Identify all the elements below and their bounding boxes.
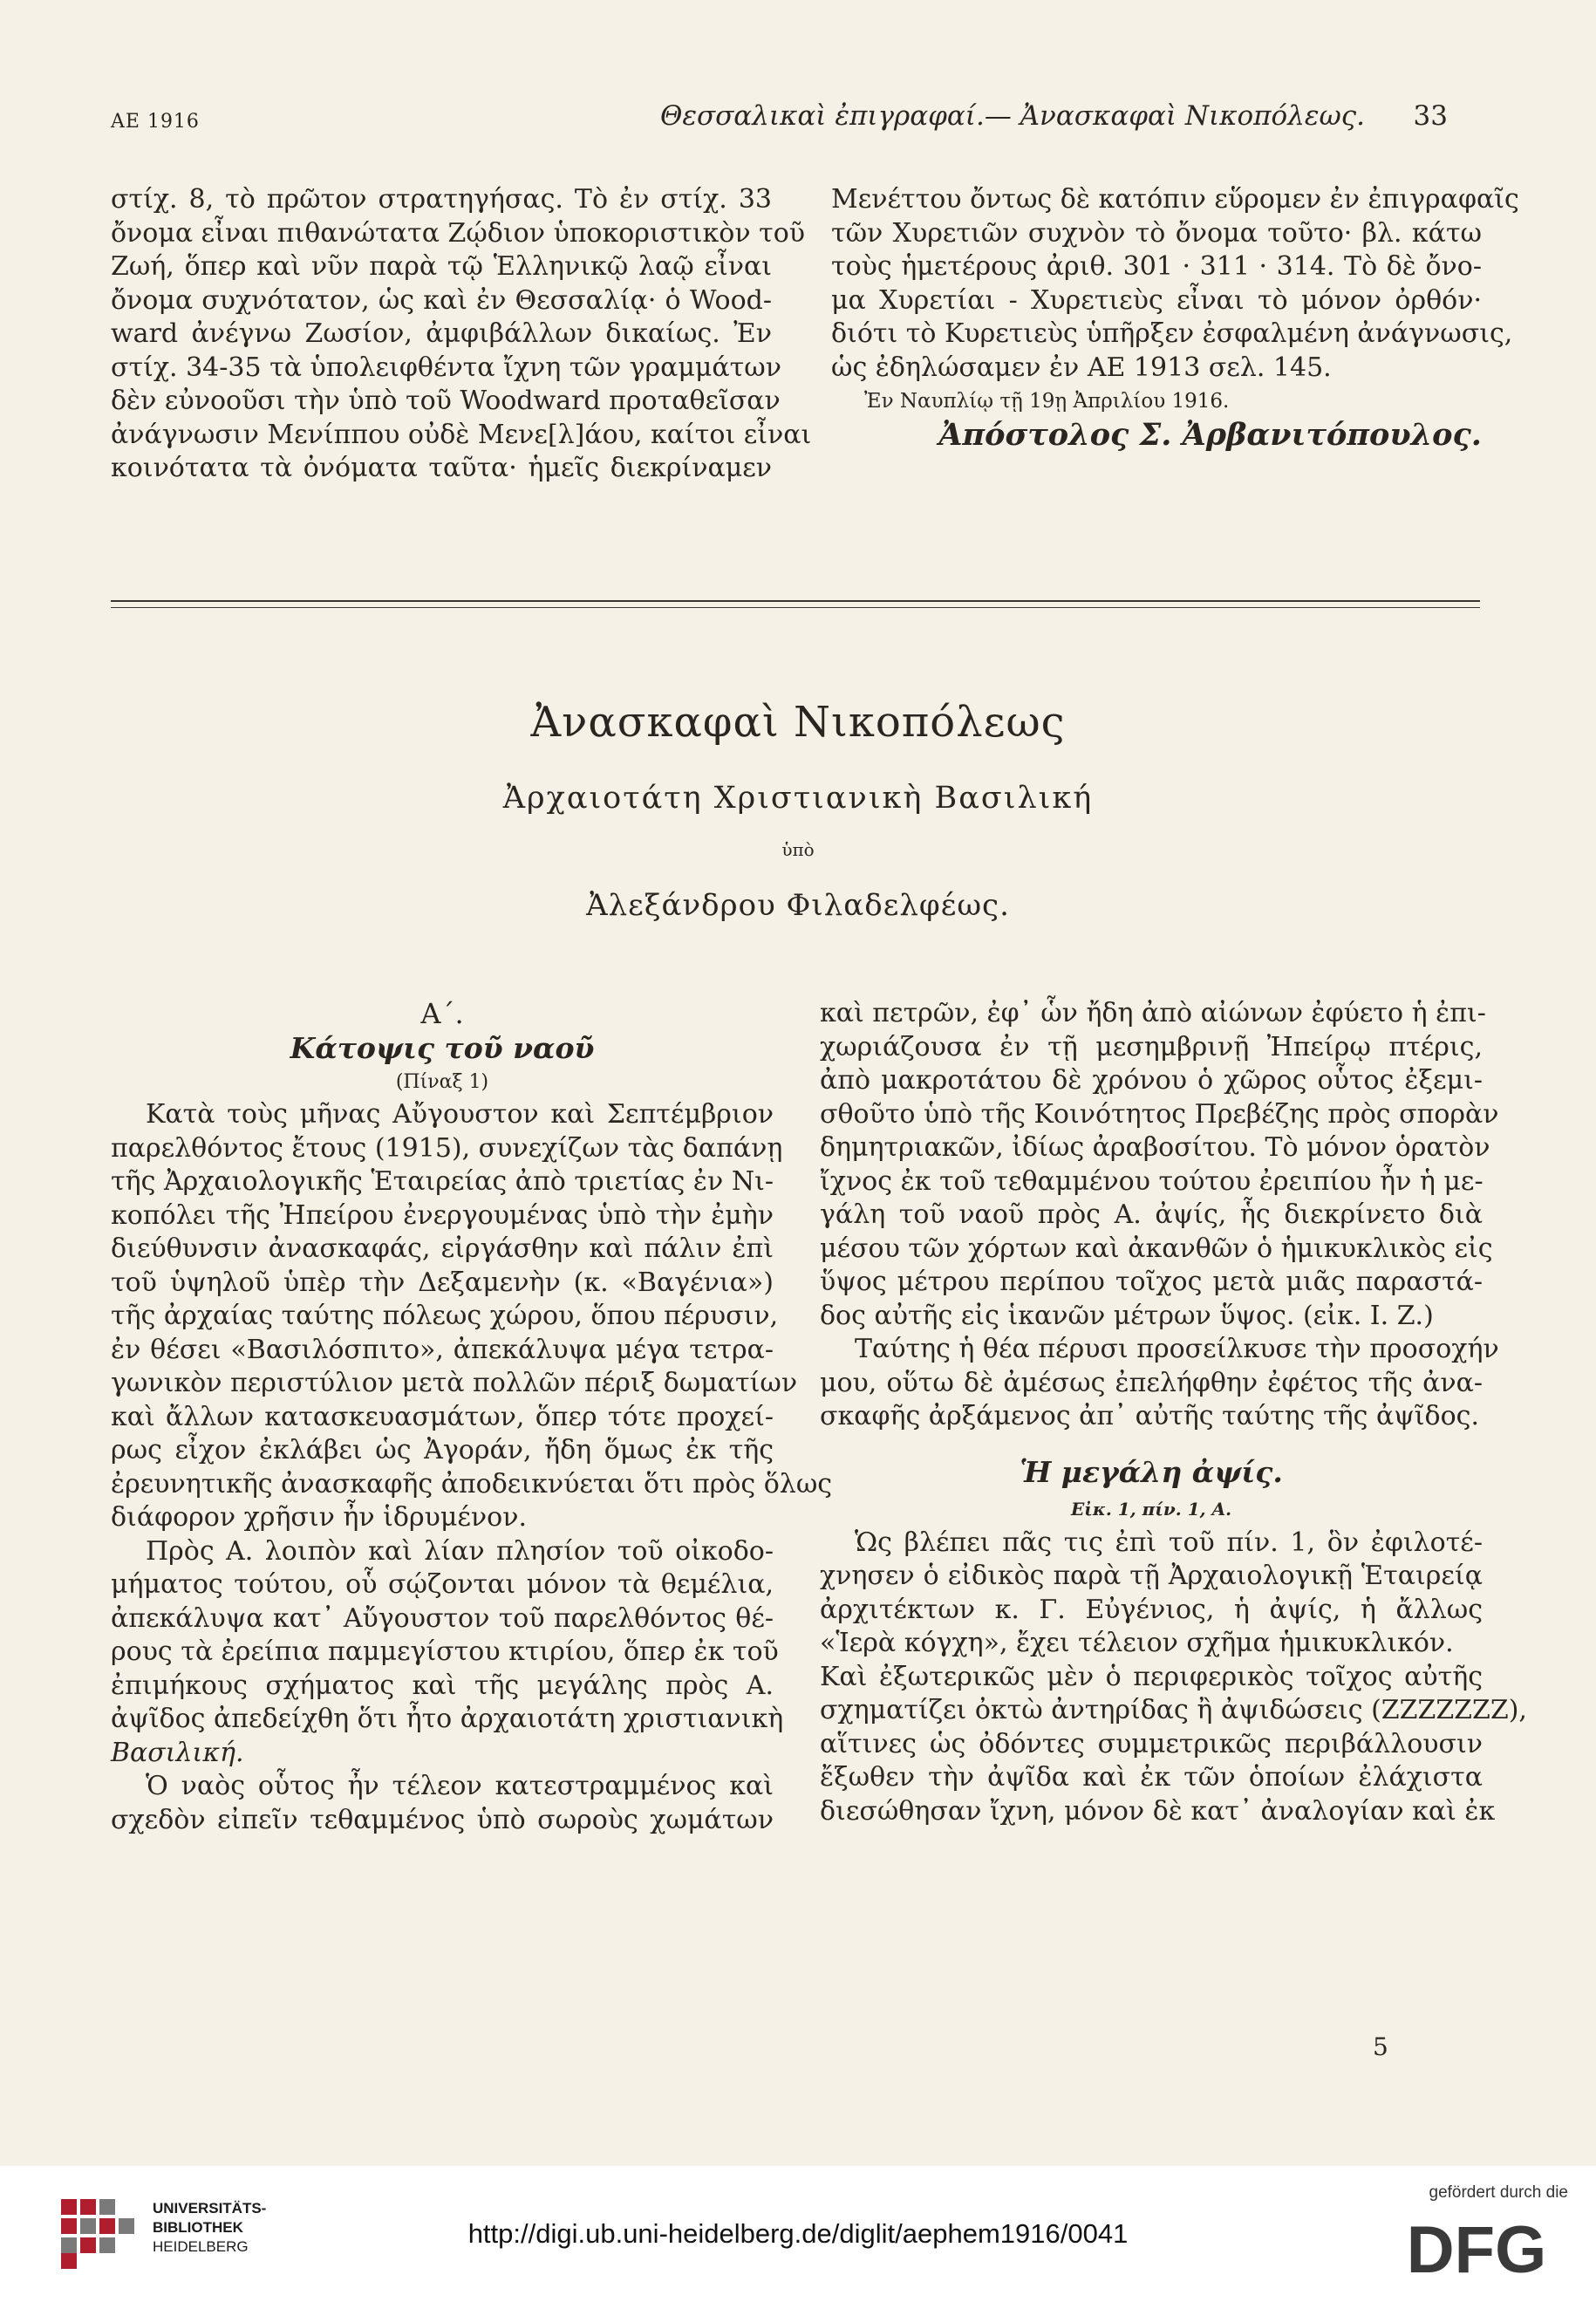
- text-line: διεσώθησαν ἴχνη, μόνον δὲ κατ᾽ ἀναλογίαν καὶ ἐκ: [820, 1795, 1496, 1827]
- text-line: γάλη τοῦ ναοῦ πρὸς Α. ἀψίς, ἧς διεκρίνετο διὰ: [820, 1199, 1483, 1230]
- paragraph: [111, 183, 812, 486]
- text-line: δος αὐτῆς εἰς ἱκανῶν μέτρων ὕψος. (εἰκ. Ι. Ζ.): [820, 1300, 1434, 1331]
- text-line: ρως εἶχον ἐκλάβει ὡς Ἀγοράν, ἤδη ὅμως ἐκ τῆς: [111, 1435, 774, 1465]
- paragraph: [111, 1535, 784, 1771]
- subsection-title: Ἡ μεγάλη ἀψίς.: [1020, 1454, 1283, 1489]
- text-line: ἴχνος ἐκ τοῦ τεθαμμένου τούτου ἐρειπίου ἦν ἡ με-: [820, 1165, 1483, 1197]
- paragraph: [111, 1098, 833, 1535]
- article-right-column: [820, 997, 1527, 1828]
- page-number: 33: [1413, 100, 1448, 132]
- text-line: κοινότατα τὰ ὀνόματα ταῦτα· ἡμεῖς διεκρίναμεν: [111, 453, 772, 483]
- text-line: μέσου τῶν χόρτων καὶ ἀκανθῶν ὁ ἡμικυκλικὸς εἰς: [820, 1233, 1493, 1264]
- prev-article-right-column: [831, 183, 1519, 453]
- running-head: [111, 100, 1448, 144]
- section-title: Κάτοψις τοῦ ναοῦ: [290, 1031, 595, 1065]
- text-line: Κατὰ τοὺς μῆνας Αὔγουστον καὶ Σεπτέμβριον: [146, 1099, 774, 1130]
- prev-article-left-column: [111, 183, 812, 486]
- text-line: τῆς Ἀρχαιολογικῆς Ἑταιρείας ἀπὸ τριετίας ἐν Νι-: [111, 1166, 774, 1197]
- article-title: Ἀνασκαφαὶ Νικοπόλεως: [530, 698, 1066, 747]
- text-line: καὶ πετρῶν, ἐφ᾽ ὧν ἤδη ἀπὸ αἰώνων ἐφύετο ἡ ἐπι-: [820, 998, 1486, 1028]
- text-line: διεύθυνσιν ἀνασκαφάς, εἰργάσθην καὶ πάλιν ἐπὶ: [111, 1233, 774, 1264]
- footer-bar: [0, 2166, 1596, 2302]
- text-line: κοπόλει τῆς Ἠπείρου ἐνεργουμένας ὑπὸ τὴν ἐμὴν: [111, 1199, 774, 1231]
- text-line: σχηματίζει ὀκτὼ ἀντηρίδας ἢ ἀψιδώσεις (ZZZZZZZ),: [820, 1695, 1527, 1725]
- source-url-link[interactable]: http://digi.ub.uni-heidelberg.de/diglit/aephem1916/0041: [467, 2218, 1129, 2249]
- text-line: αἵτινες ὡς ὀδόντες συμμετρικῶς περιβάλλουσιν: [820, 1728, 1483, 1759]
- text-line: ὡς ἐδηλώσαμεν ἐν ΑΕ 1913 σελ. 145.: [831, 352, 1332, 383]
- text-line: διάφορον χρῆσιν ἦν ἱδρυμένον.: [111, 1502, 527, 1533]
- text-line: χωριάζουσα ἐν τῇ μεσημβρινῇ Ἠπείρῳ πτέρις,: [820, 1031, 1483, 1062]
- text-line: στίχ. 8, τὸ πρῶτον στρατηγήσας. Τὸ ἐν στίχ. 33: [111, 184, 772, 215]
- text-line: ἐπιμήκους σχήματος καὶ τῆς μεγάλης πρὸς Α.: [111, 1670, 774, 1701]
- text-line: τῶν Χυρετιῶν συχνὸν τὸ ὄνομα τοῦτο· βλ. κάτω: [831, 217, 1482, 249]
- text-line: «Ἱερὰ κόγχη», ἔχει τέλειον σχῆμα ἡμικυκλικόν.: [820, 1628, 1454, 1658]
- text-line: τῆς ἀρχαίας ταύτης πόλεως χώρου, ὅπου πέρυσιν,: [111, 1301, 779, 1331]
- text-line: ἀψῖδος ἀπεδείχθη ὅτι ἦτο ἀρχαιοτάτη χριστιανικὴ: [111, 1704, 784, 1734]
- text-line: ρους τὰ ἐρείπια παμμεγίστου κτιρίου, ὅπερ ἐκ τοῦ: [111, 1636, 779, 1667]
- article-author: Ἀλεξάνδρου Φιλαδελφέως.: [586, 888, 1010, 923]
- subsection-reference: Εἰκ. 1, πίν. 1, Α.: [1070, 1498, 1232, 1520]
- text-line: μα Χυρετίαι - Χυρετιεὺς εἶναι τὸ μόνον ὀρθόν·: [831, 284, 1482, 316]
- text-line: Ταύτης ἡ θέα πέρυσι προσείλκυσε τὴν προσοχήν: [855, 1334, 1499, 1364]
- text-line: Μενέττου ὄντως δὲ κατόπιν εὕρομεν ἐν ἐπιγραφαῖς: [831, 184, 1519, 215]
- text-line: ward ἀνέγνω Ζωσίον, ἀμφιβάλλων δικαίως. Ἐν: [111, 318, 772, 349]
- text-line: ἐν θέσει «Βασιλόσπιτο», ἀπεκάλυψα μέγα τετρα-: [111, 1334, 774, 1365]
- text-line: γωνικὸν περιστύλιον μετὰ πολλῶν πέριξ δωματίων: [111, 1368, 798, 1398]
- text-line: τοῦ ὑψηλοῦ ὑπὲρ τὴν Δεξαμενὴν (κ. «Βαγένια»): [111, 1267, 774, 1298]
- article-by: ὑπὸ: [781, 839, 815, 860]
- text-line: Βασιλική.: [111, 1737, 244, 1768]
- library-line: HEIDELBERG: [153, 2238, 249, 2255]
- text-line: παρελθόντος ἔτους (1915), συνεχίζων τὰς δαπάνῃ: [111, 1132, 783, 1164]
- text-line: καὶ ἄλλων κατασκευασμάτων, ὅπερ τότε προχεί-: [111, 1401, 774, 1432]
- author-signature: Ἀπόστολος Σ. Ἀρβανιτόπουλος.: [938, 416, 1482, 453]
- text-line: Καὶ ἐξωτερικῶς μὲν ὁ περιφερικὸς τοῖχος αὐτῆς: [820, 1661, 1483, 1692]
- text-line: τοὺς ἡμετέρους ἀριθ. 301 · 311 · 314. Τὸ δὲ ὄνο-: [831, 251, 1482, 282]
- text-line: μου, οὕτω δὲ ἀμέσως ἐπελήφθην ἐφέτος τῆς ἀνα-: [820, 1367, 1483, 1398]
- funding-caption: gefördert durch die: [1429, 2183, 1568, 2202]
- text-line: Ὁ ναὸς οὗτος ἦν τέλεον κατεστραμμένος καὶ: [146, 1771, 774, 1801]
- text-line: σθοῦτο ὑπὸ τῆς Κοινότητος Πρεβέζης πρὸς σπορὰν: [820, 1098, 1499, 1130]
- paragraph: [111, 1770, 774, 1837]
- text-line: σκαφῆς ἀρξάμενος ἀπ᾽ αὐτῆς ταύτης τῆς ἀψῖδος.: [820, 1401, 1479, 1431]
- paragraph: [820, 1661, 1527, 1829]
- article-left-column: [111, 997, 833, 1837]
- plate-reference: (Πίναξ 1): [395, 1071, 489, 1093]
- text-line: Ὡς βλέπει πᾶς τις ἐπὶ τοῦ πίν. 1, ὃν ἐφιλοτέ-: [855, 1527, 1483, 1558]
- section-number: Α΄.: [420, 997, 464, 1030]
- dateline: Ἐν Ναυπλίῳ τῇ 19ῃ Ἀπριλίου 1916.: [864, 390, 1230, 413]
- paragraph: [820, 1527, 1483, 1661]
- text-line: ἀνάγνωσιν Μενίππου οὐδὲ Μενε[λ]άου, καίτοι εἶναι: [111, 419, 812, 450]
- text-line: μήματος τούτου, οὗ σῴζονται μόνον τὰ θεμέλια,: [111, 1569, 774, 1600]
- divider-rule: [111, 607, 1480, 608]
- text-line: ὄνομα εἶναι πιθανώτατα Ζῴδιον ὑποκοριστικὸν τοῦ: [111, 217, 806, 249]
- signature-mark: 5: [1373, 2032, 1388, 2061]
- text-line: διότι τὸ Κυρετιεὺς ὑπῆρξεν ἐσφαλμένη ἀνάγνωσις,: [831, 318, 1513, 349]
- paragraph: [820, 1333, 1499, 1434]
- journal-year: ΑΕ 1916: [111, 111, 200, 133]
- paragraph: [831, 183, 1519, 385]
- text-line: ὄνομα συχνότατον, ὡς καὶ ἐν Θεσσαλίᾳ· ὁ Wood-: [111, 284, 772, 316]
- text-line: ἔξωθεν τὴν ἀψῖδα καὶ ἐκ τῶν ὁποίων ἐλάχιστα: [820, 1762, 1483, 1793]
- paragraph: [820, 997, 1499, 1333]
- divider-rule: [111, 600, 1480, 602]
- text-line: δὲν εὐνοοῦσι τὴν ὑπὸ τοῦ Woodward προταθεῖσαν: [111, 386, 781, 416]
- text-line: ὕψος μέτρου περίπου τοῖχος μετὰ μιᾶς παραστά-: [820, 1267, 1483, 1297]
- text-line: Πρὸς Α. λοιπὸν καὶ λίαν πλησίον τοῦ οἰκοδο-: [146, 1535, 774, 1567]
- text-line: σχεδὸν εἰπεῖν τεθαμμένος ὑπὸ σωροὺς χωμάτων: [111, 1804, 774, 1835]
- text-line: χνησεν ὁ εἰδικὸς παρὰ τῇ Ἀρχαιολογικῇ Ἑταιρείᾳ: [820, 1561, 1483, 1591]
- article-subtitle: Ἀρχαιοτάτη Χριστιανικὴ Βασιλική: [502, 781, 1094, 816]
- text-line: ἀπεκάλυψα κατ᾽ Αὔγουστον τοῦ παρελθόντος θέ-: [111, 1602, 774, 1634]
- text-line: Ζωή, ὅπερ καὶ νῦν παρὰ τῷ Ἑλληνικῷ λαῷ εἶναι: [111, 251, 772, 282]
- text-line: στίχ. 34-35 τὰ ὑπολειφθέντα ἴχνη τῶν γραμμάτων: [111, 352, 781, 383]
- dfg-logo-text: DFG: [1406, 2217, 1547, 2279]
- text-line: ἀρχιτέκτων κ. Γ. Εὐγένιος, ἡ ἀψίς, ἡ ἄλλως: [820, 1594, 1483, 1625]
- text-line: ἀπὸ μακροτάτου δὲ χρόνου ὁ χῶρος οὗτος ἐξεμι-: [820, 1065, 1483, 1096]
- library-line: UNIVERSITÄTS-: [153, 2200, 267, 2217]
- dfg-logo: [1385, 2217, 1568, 2279]
- text-line: ἐρευνητικῆς ἀνασκαφῆς ἀποδεικνύεται ὅτι πρὸς ὅλως: [111, 1468, 833, 1499]
- library-line: BIBLIOTHEK: [153, 2219, 243, 2236]
- text-line: δημητριακῶν, ἰδίως ἀραβοσίτου. Τὸ μόνον ὁρατὸν: [820, 1132, 1490, 1163]
- running-title: Θεσσαλικαὶ ἐπιγραφαί.— Ἀνασκαφαὶ Νικοπόλεως.: [659, 100, 1365, 132]
